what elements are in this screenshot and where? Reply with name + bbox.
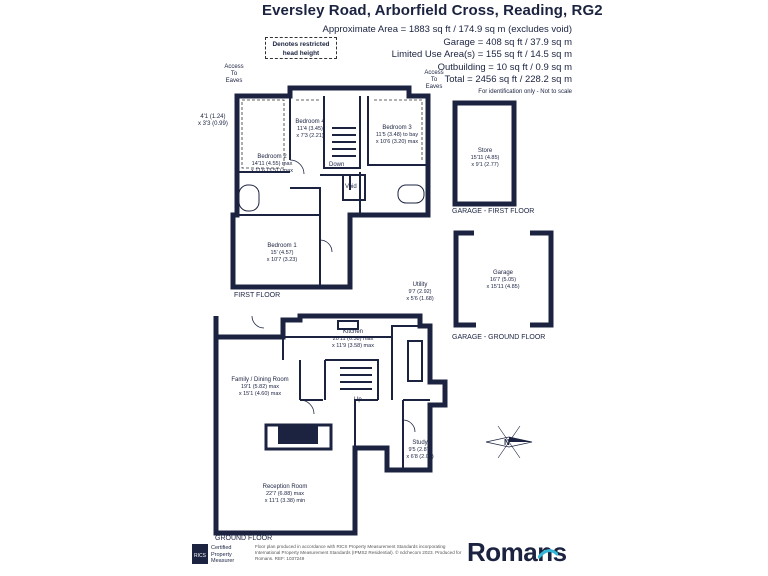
area-line: Outbuilding = 10 sq ft / 0.9 sq m [437,61,572,73]
rics-line: Property [211,551,232,558]
room-dim: 15'11 (4.85) [470,155,500,161]
garage-ground-floor-label: GARAGE - GROUND FLOOR [452,334,546,341]
room-utility [402,282,438,303]
room-name: Bedroom 4 [295,119,325,125]
area-line: Garage = 408 sq ft / 37.9 sq m [443,36,572,48]
room-reception [250,484,320,505]
rics-line: Certified [211,545,232,551]
room-name: Bedroom 2 [257,154,287,160]
room-name: Utility [412,282,428,288]
room-kitchen [318,329,388,350]
room-bedroom-2 [232,154,312,175]
room-dim: 19'1 (5.82) max [240,384,280,390]
room-dim: x 10'7 (3.23) [266,257,298,263]
room-dim: x 15'11 (4.85) [486,284,520,290]
garage-first-floor-label: GARAGE - FIRST FLOOR [452,208,535,215]
page-title: Eversley Road, Arborfield Cross, Reading, RG2 [262,2,603,19]
room-dim: x 11'1 (3.38) min [264,498,306,504]
restricted-height-legend: Denotes restricted head height [265,37,337,59]
compass-icon [484,420,534,460]
room-dim: x 11'6 (3.51) max [251,168,293,174]
room-dim: 20'11 (6.38) max [332,336,374,342]
room-store [462,148,508,169]
room-dim: x 7'3 (2.21) [296,133,324,139]
room-dim: x 15'1 (4.60) max [238,391,282,397]
room-dim: 14'11 (4.55) max [251,161,293,167]
room-dim: x 9'1 (2.77) [471,162,499,168]
rics-badge [192,544,248,566]
rics-line: Measurer [211,558,235,564]
room-bedroom-4 [285,119,335,140]
brand-swoosh-icon [538,548,558,560]
room-name: Kitchen [342,329,363,335]
room-name: Study [412,440,428,446]
room-dim: x 11'9 (3.58) max [332,343,374,349]
compass-north-label: N [504,438,510,447]
eaves-dimension-2: x 3'3 (0.99) [198,121,228,127]
void-label: Void [345,184,357,190]
access-eaves-left: Access To Eaves [224,64,244,84]
room-study [400,440,440,461]
room-name: Reception Room [262,484,308,490]
scale-note: For identification only - Not to scale [478,88,572,95]
room-dim: 22'7 (6.88) max [265,491,305,497]
room-name: Bedroom 3 [382,125,412,131]
rics-brand-text: RICS [194,553,206,559]
rics-logo-icon [192,544,208,564]
brand-name: Romans [467,537,567,567]
room-name: Garage [492,270,513,276]
room-dim: 9'7 (2.92) [408,289,432,295]
room-dim: 15' (4.57) [270,250,294,256]
room-dim: x 10'6 (3.20) max [375,139,419,145]
ground-floor-label: GROUND FLOOR [215,535,273,542]
room-bedroom-1 [252,243,312,264]
footer-disclaimer: Floor plan produced in accordance with RICS Property Measurement Standards incorporating International Property Measurement Standards (IPMS2 Residential). © ndchecom 2023. Produced for Romans. REF: 1037249 [255,544,462,561]
room-garage [478,270,528,291]
access-eaves-right: Access To Eaves [424,70,444,90]
area-line: Limited Use Area(s) = 155 sq ft / 14.5 sq m [391,49,572,60]
eaves-dimension-1: 4'1 (1.24) [200,114,226,120]
room-name: Family / Dining Room [231,377,289,383]
area-line: Approximate Area = 1883 sq ft / 174.9 sq m (excludes void) [322,24,572,35]
stairs-down-label: Down [329,162,345,168]
room-dim: x 5'6 (1.68) [406,296,434,302]
room-dim: 11'5 (3.48) to bay [375,132,419,138]
room-name: Store [477,148,493,154]
room-name: Bedroom 1 [267,243,297,249]
room-bedroom-3 [365,125,429,146]
room-dim: 11'4 (3.45) [297,126,323,132]
room-dim: x 6'8 (2.03) [406,454,434,460]
room-dim: 9'5 (2.87) [408,447,432,453]
area-line: Total = 2456 sq ft / 228.2 sq m [444,74,572,85]
rics-caption [211,545,234,565]
stairs-up-label: Up [354,397,362,403]
first-floor-label: FIRST FLOOR [234,292,281,299]
room-dim: 16'7 (5.05) [489,277,517,283]
eaves-dimension [198,114,228,128]
room-family-dining [230,377,290,398]
